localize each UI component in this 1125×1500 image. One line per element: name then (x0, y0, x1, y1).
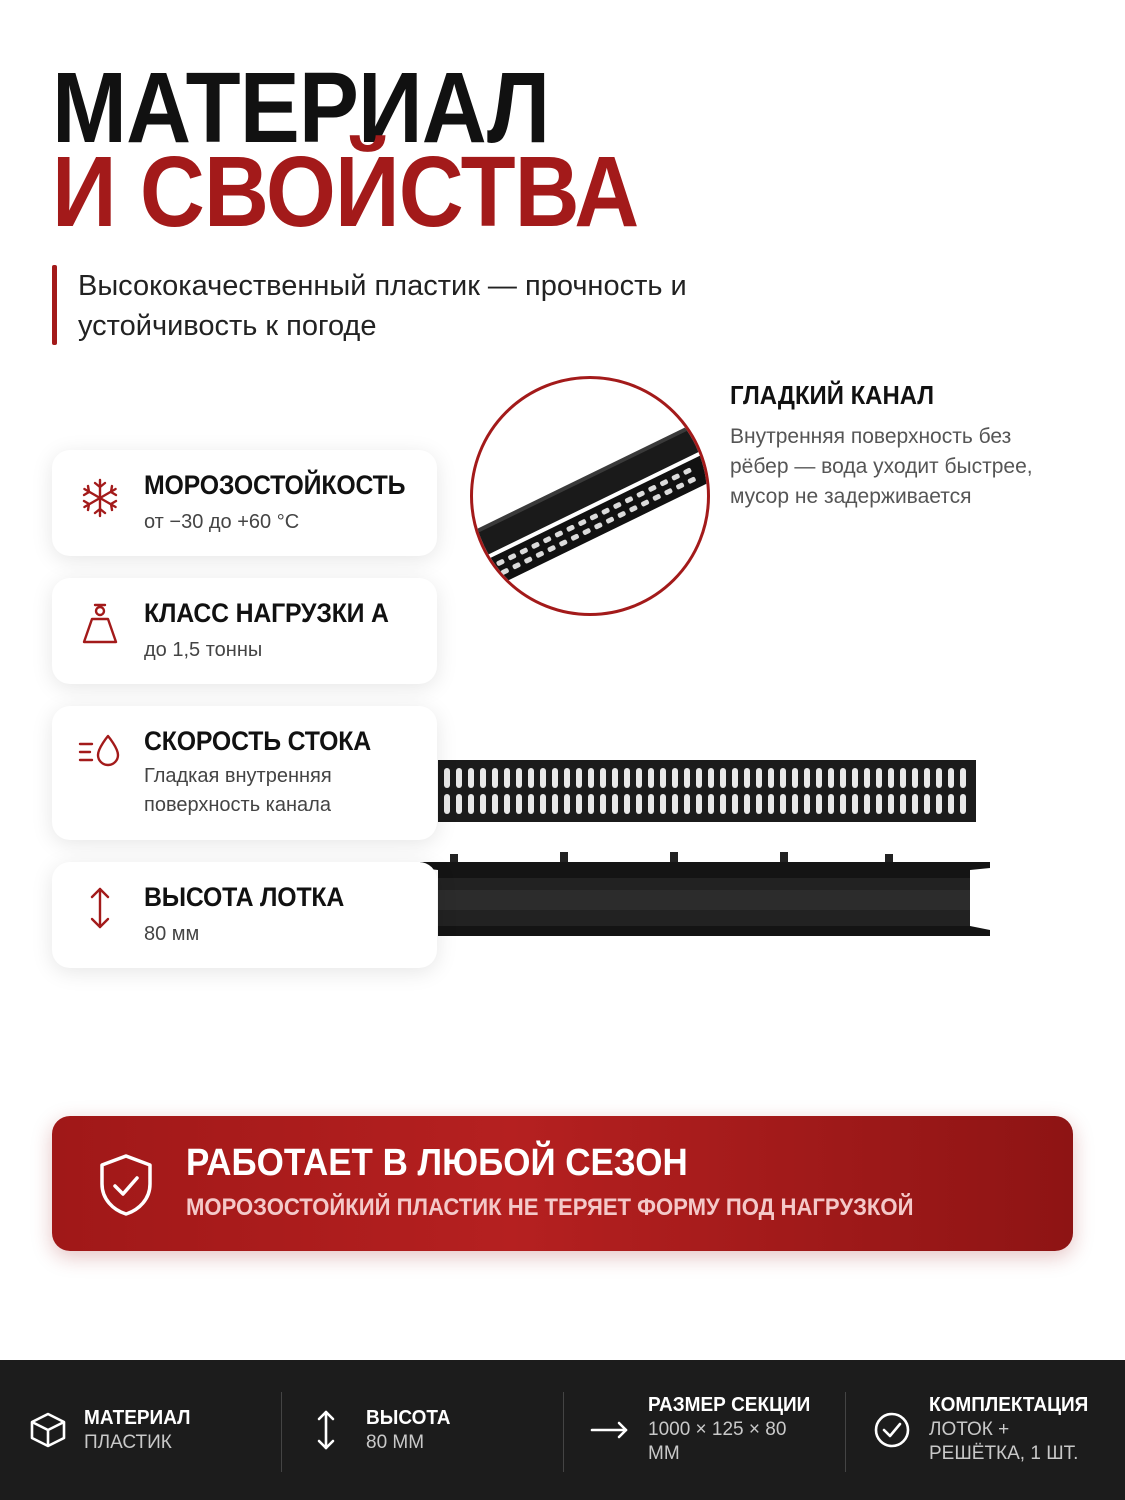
footer-label: МАТЕРИАЛ (84, 1407, 191, 1429)
check-circle-icon (872, 1410, 912, 1450)
footer-item-kit (846, 1360, 1125, 1500)
vertical-arrows-icon (78, 886, 122, 930)
card-title: ВЫСОТА ЛОТКА (144, 882, 345, 912)
shield-check-icon (96, 1152, 156, 1218)
banner-title: РАБОТАЕТ В ЛЮБОЙ СЕЗОН (186, 1142, 688, 1184)
card-text: Гладкая внутренняя поверхность канала (144, 765, 332, 816)
arrow-right-icon (590, 1410, 630, 1450)
card-title: МОРОЗОСТОЙКОСТЬ (144, 470, 406, 500)
subtitle-accent-bar (52, 265, 57, 345)
weight-icon (78, 602, 122, 646)
footer-value: ПЛАСТИК (84, 1432, 172, 1453)
water-drop-icon (78, 730, 122, 774)
product-image (420, 740, 1000, 960)
card-title: СКОРОСТЬ СТОКА (144, 726, 371, 756)
page-subtitle: Высококачественный пластик — прочность и устойчивость к погоде (78, 270, 687, 342)
cube-icon (28, 1410, 68, 1450)
product-circle-image (470, 376, 710, 616)
card-text: 80 мм (144, 923, 200, 945)
footer-item-material (0, 1360, 280, 1500)
footer-item-section-size (564, 1360, 844, 1500)
card-text: от −30 до +60 °С (144, 511, 300, 533)
feature-card-flow (52, 706, 437, 840)
snowflake-icon (78, 476, 122, 520)
footer-label: КОМПЛЕКТАЦИЯ (929, 1394, 1089, 1416)
footer-item-height (282, 1360, 562, 1500)
card-text: до 1,5 тонны (144, 639, 263, 661)
season-banner (52, 1116, 1073, 1251)
spec-footer (0, 1360, 1125, 1500)
footer-label: ВЫСОТА (366, 1407, 451, 1429)
footer-label: РАЗМЕР СЕКЦИИ (648, 1394, 811, 1416)
vertical-arrows-icon (306, 1410, 346, 1450)
footer-value: ЛОТОК + РЕШЁТКА, 1 ШТ. (929, 1419, 1079, 1464)
footer-value: 80 ММ (366, 1432, 425, 1453)
feature-card-height (52, 862, 437, 968)
feature-title: ГЛАДКИЙ КАНАЛ (730, 380, 935, 410)
feature-card-frost (52, 450, 437, 556)
page-title-line1: МАТЕРИАЛ (52, 52, 550, 164)
card-title: КЛАСС НАГРУЗКИ А (144, 598, 389, 628)
footer-value: 1000 × 125 × 80 ММ (648, 1419, 787, 1464)
feature-card-load (52, 578, 437, 684)
feature-text: Внутренняя поверхность без рёбер — вода уходит быстрее, мусор не задерживается (730, 425, 1033, 508)
page-title-line2: И СВОЙСТВА (52, 136, 639, 248)
banner-text: МОРОЗОСТОЙКИЙ ПЛАСТИК НЕ ТЕРЯЕТ ФОРМУ ПОД НАГРУЗКОЙ (186, 1194, 914, 1221)
